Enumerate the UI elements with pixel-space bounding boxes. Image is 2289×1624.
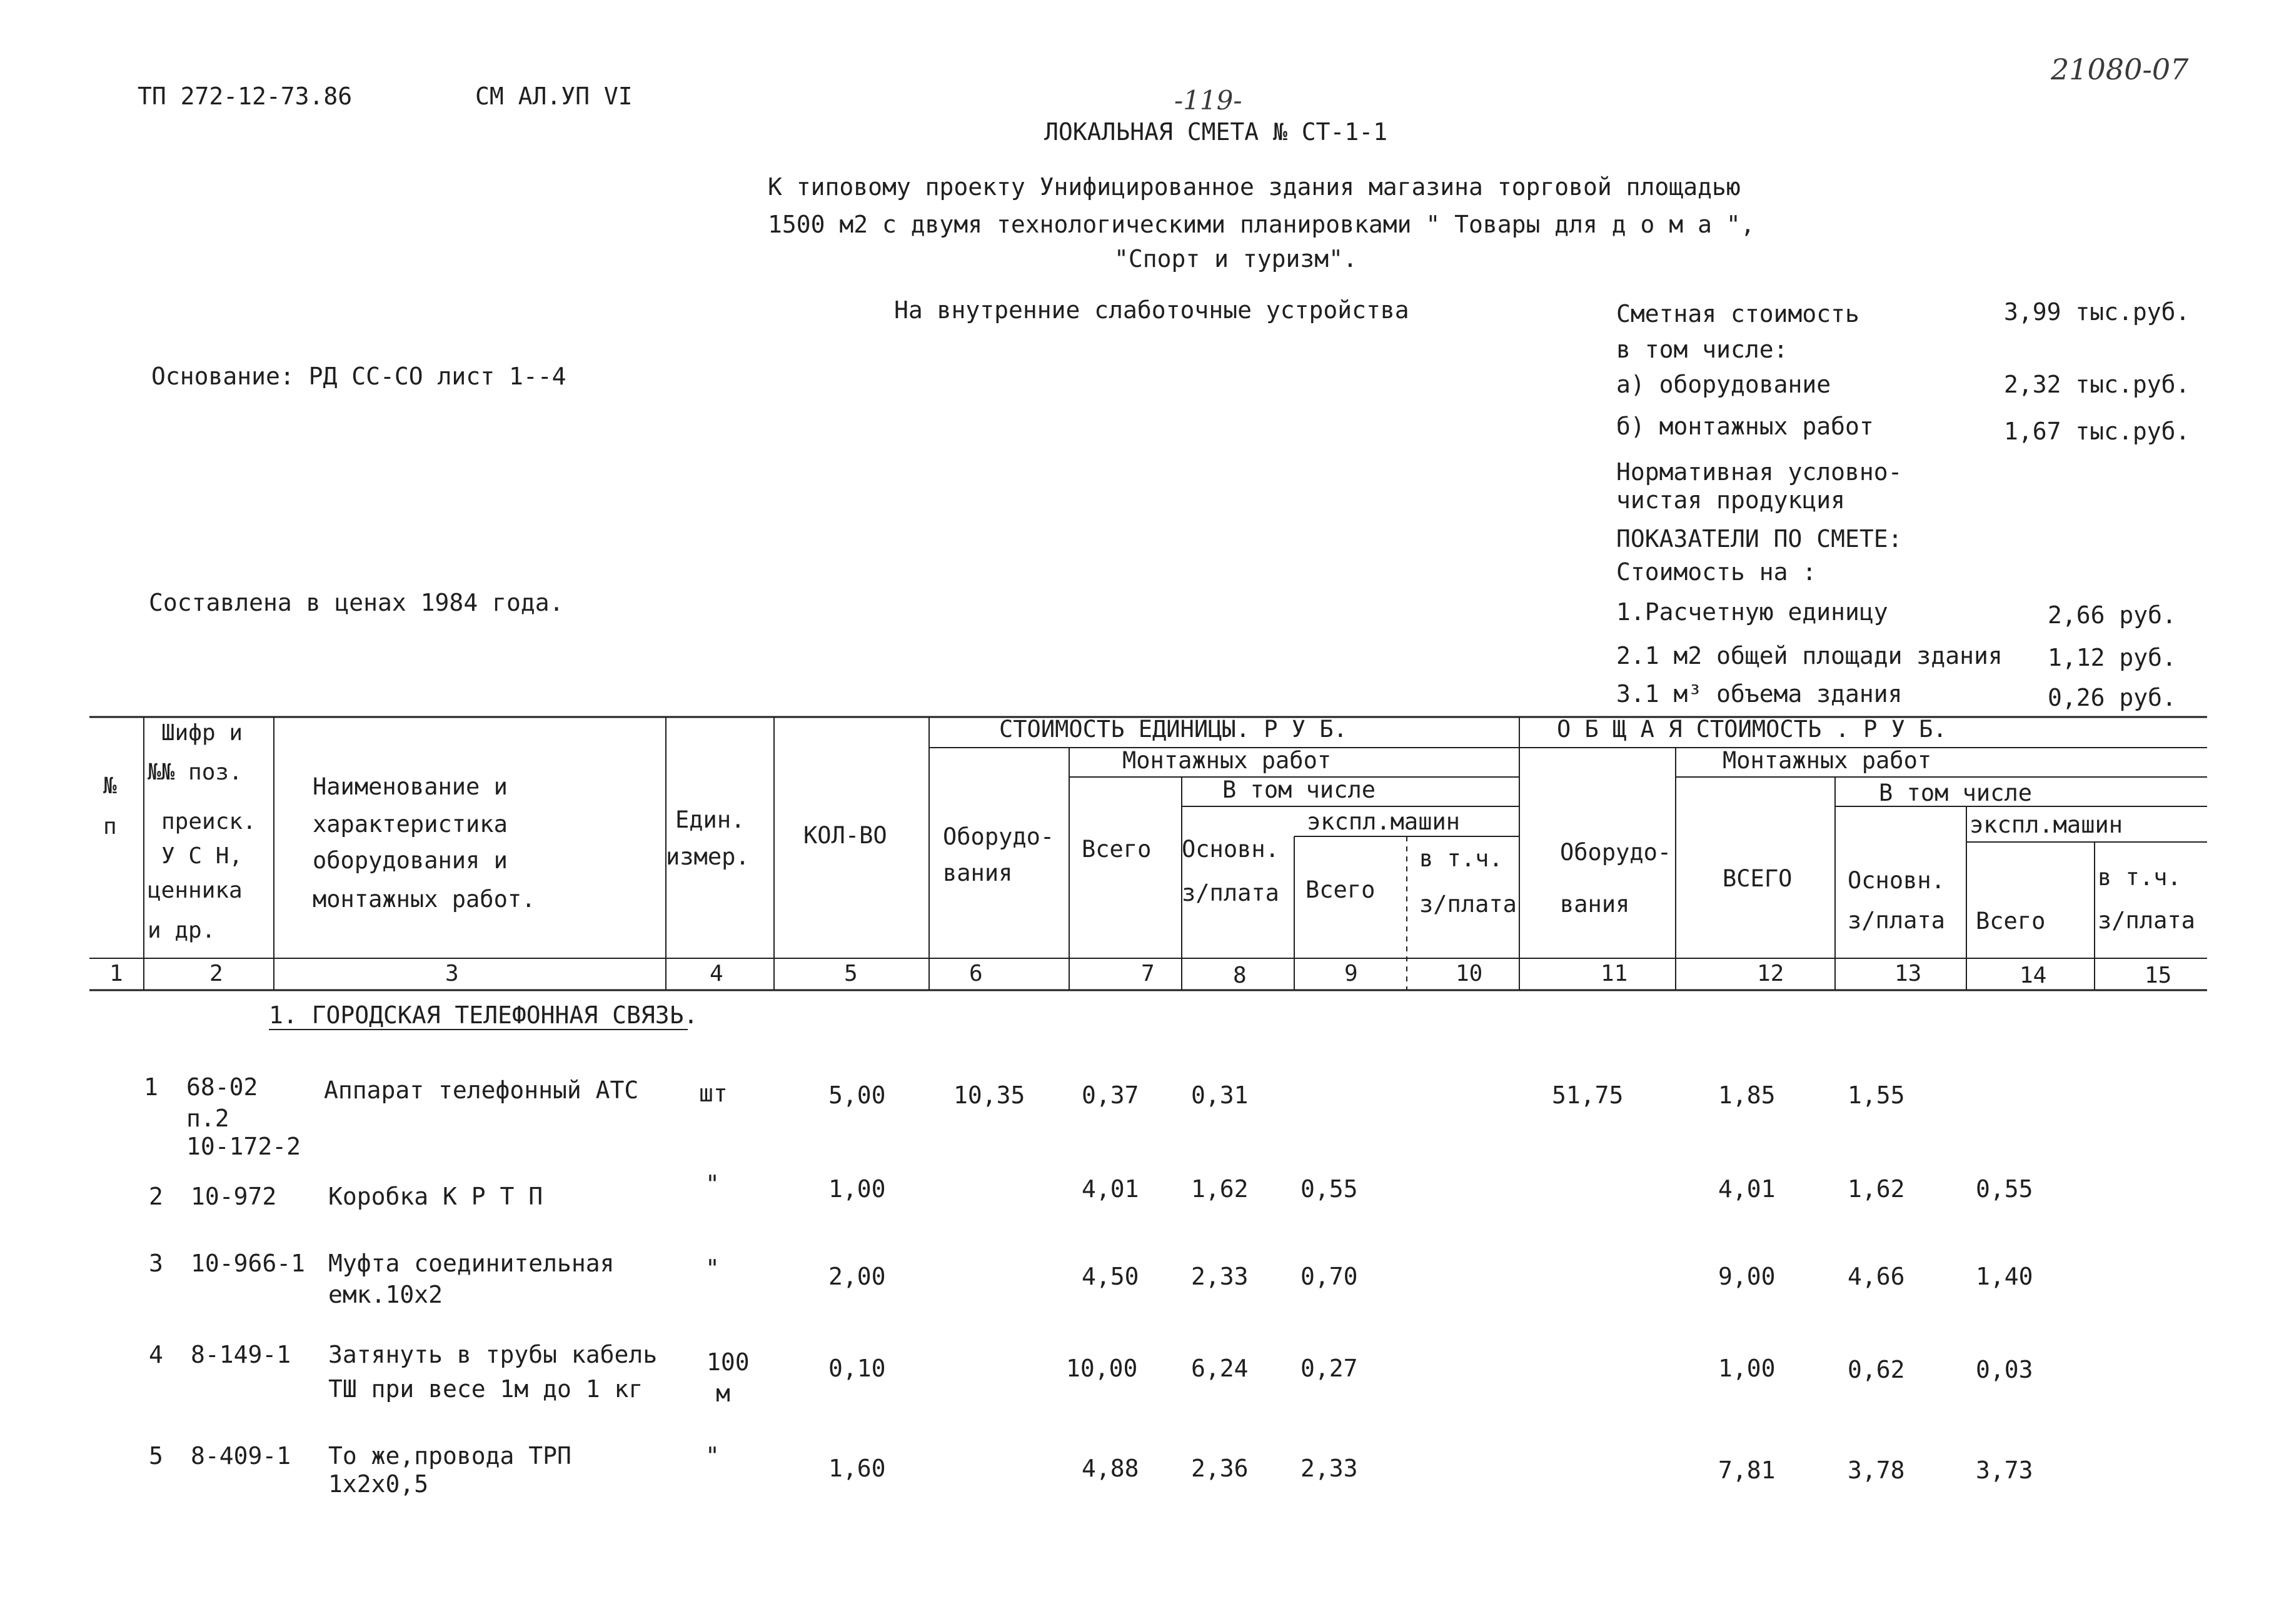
row-base-all: 1,62 (1848, 1175, 1905, 1203)
row-total-all: 1,00 (1718, 1355, 1776, 1382)
album-code: СМ АЛ.УП VI (475, 83, 633, 110)
estimate-title: ЛОКАЛЬНАЯ СМЕТА № СТ-1-1 (1044, 118, 1388, 146)
col-number: 4 (710, 961, 723, 986)
row-code: 10-172-2 (186, 1133, 301, 1160)
row-base: 2,33 (1191, 1263, 1249, 1290)
row-qty: 1,00 (828, 1175, 886, 1203)
estimated-cost-value: 3,99 тыс.руб. (2004, 298, 2190, 326)
row-qty: 5,00 (828, 1081, 886, 1109)
page-number: -119- (1174, 85, 1242, 116)
row-mach-all: 0,55 (1976, 1175, 2033, 1203)
col-number: 2 (209, 961, 223, 986)
volume-indicator-value: 0,26 руб. (2048, 684, 2176, 711)
row-mach: 0,70 (1300, 1263, 1358, 1290)
row-total: 4,01 (1082, 1175, 1139, 1203)
volume-indicator-label: 3.1 м³ объема здания (1616, 680, 1903, 708)
col-number: 1 (109, 961, 123, 986)
row-name: Муфта соединительная (328, 1250, 615, 1277)
row-mach-all: 3,73 (1976, 1456, 2033, 1484)
header-unit-1: Един. (675, 806, 745, 833)
row-base-all: 4,66 (1848, 1263, 1905, 1290)
row-total: 0,37 (1082, 1081, 1139, 1109)
col-number: 13 (1894, 961, 1922, 986)
header-base-all-2: з/плата (1848, 907, 1945, 934)
row-qty: 2,00 (828, 1263, 886, 1290)
including-label: в том числе: (1616, 336, 1788, 363)
col-number: 10 (1456, 961, 1483, 986)
header-name-1: Наименование и (313, 773, 508, 800)
row-base: 0,31 (1191, 1081, 1249, 1109)
header-total-cost-group: О Б Щ А Я СТОИМОСТЬ . Р У Б. (1557, 716, 1947, 743)
row-equip-total: 51,75 (1552, 1081, 1624, 1109)
row-name: Коробка К Р Т П (328, 1183, 543, 1210)
estimated-cost-label: Сметная стоимость (1616, 300, 1859, 328)
header-base-salary-2: з/плата (1182, 880, 1279, 906)
row-code: 68-02 (186, 1073, 258, 1101)
header-mach-all: Всего (1976, 908, 2046, 935)
row-unit: " (705, 1442, 720, 1470)
col-number: 12 (1757, 961, 1784, 986)
row-mach: 0,55 (1300, 1175, 1358, 1203)
row-unit: " (705, 1255, 720, 1282)
row-number: 1 (144, 1073, 158, 1101)
row-name: То же,провода ТРП (328, 1442, 571, 1470)
equipment-label: а) оборудование (1616, 371, 1831, 398)
row-equip: 10,35 (953, 1081, 1025, 1109)
area-indicator-label: 2.1 м2 общей площади здания (1616, 642, 2003, 669)
installation-value: 1,67 тыс.руб. (2004, 418, 2190, 445)
row-unit: шт (699, 1080, 728, 1107)
row-total-all: 1,85 (1718, 1081, 1776, 1109)
col-number: 8 (1233, 963, 1247, 988)
header-cipher-4: У С Н, (161, 843, 243, 869)
unit-indicator-label: 1.Расчетную единицу (1616, 598, 1888, 626)
header-base-salary-1: Основн. (1182, 836, 1279, 863)
col-number: 14 (2020, 963, 2047, 988)
col-number: 6 (969, 961, 983, 986)
row-name: ТШ при весе 1м до 1 кг (328, 1375, 643, 1403)
row-total-all: 7,81 (1718, 1456, 1776, 1484)
row-number: 5 (149, 1442, 163, 1470)
row-code: 10-966-1 (191, 1250, 306, 1277)
estimate-basis: Основание: РД СС-СО лист 1--4 (151, 363, 566, 390)
row-code: 8-149-1 (191, 1341, 291, 1368)
row-unit: 100 (707, 1348, 750, 1376)
normative-label-2: чистая продукция (1616, 486, 1846, 514)
header-incl-all-2: з/плата (2098, 907, 2195, 934)
row-base-all: 1,55 (1848, 1081, 1905, 1109)
header-total-all: ВСЕГО (1723, 865, 1793, 892)
indicators-label: ПОКАЗАТЕЛИ ПО СМЕТЕ: (1616, 525, 1903, 553)
row-number: 4 (149, 1341, 163, 1368)
header-qty: КОЛ-ВО (803, 822, 887, 849)
row-mach-all: 0,03 (1976, 1356, 2033, 1383)
project-subtitle-1: К типовому проекту Унифицированное здания магазина торговой площадью (768, 173, 1741, 201)
row-base-all: 0,62 (1848, 1356, 1905, 1383)
header-total: Всего (1082, 836, 1152, 863)
equipment-value: 2,32 тыс.руб. (2004, 371, 2190, 398)
section-title: 1. ГОРОДСКАЯ ТЕЛЕФОННАЯ СВЯЗЬ. (269, 1001, 698, 1029)
row-number: 2 (149, 1183, 163, 1210)
header-incl-1: в т.ч. (1419, 845, 1503, 872)
row-name: емк.10х2 (328, 1281, 443, 1308)
header-including-total: В том числе (1879, 779, 2033, 806)
col-number: 7 (1141, 961, 1155, 986)
row-total-all: 9,00 (1718, 1263, 1776, 1290)
unit-indicator-value: 2,66 руб. (2048, 601, 2176, 629)
header-unit-2: измер. (666, 843, 750, 870)
estimate-scope: На внутренние слаботочные устройства (894, 296, 1409, 324)
row-base: 1,62 (1191, 1175, 1249, 1203)
row-total: 4,50 (1082, 1263, 1139, 1290)
header-machines: экспл.машин (1307, 808, 1461, 835)
archive-number: 21080-07 (2051, 53, 2189, 86)
header-unit-cost-group: СТОИМОСТЬ ЕДИНИЦЫ. Р У Б. (999, 716, 1347, 743)
header-equip-total-1: Оборудо- (1560, 839, 1672, 866)
row-code: п.2 (186, 1105, 229, 1132)
row-mach-all: 1,40 (1976, 1263, 2033, 1290)
row-base: 2,36 (1191, 1455, 1249, 1482)
project-subtitle-3: "Спорт и туризм". (1114, 245, 1357, 273)
installation-label: б) монтажных работ (1616, 413, 1874, 440)
header-num-1: № (103, 773, 117, 799)
price-year: Составлена в ценах 1984 года. (149, 589, 564, 616)
row-mach: 2,33 (1300, 1455, 1358, 1482)
row-code: 8-409-1 (191, 1442, 291, 1470)
header-cipher-2: №№ поз. (148, 759, 243, 785)
header-install-works-total: Монтажных работ (1723, 747, 1932, 774)
header-base-all-1: Основн. (1848, 867, 1945, 894)
cost-per-label: Стоимость на : (1616, 558, 1817, 586)
header-name-4: монтажных работ. (313, 886, 536, 913)
area-indicator-value: 1,12 руб. (2048, 644, 2176, 671)
row-unit: " (705, 1170, 720, 1198)
col-number: 11 (1601, 961, 1628, 986)
row-code: 10-972 (191, 1183, 277, 1210)
row-number: 3 (149, 1250, 163, 1277)
header-cipher-1: Шифр и (161, 720, 243, 746)
header-including: В том числе (1222, 776, 1376, 803)
header-name-2: характеристика (313, 811, 508, 838)
col-number: 9 (1344, 961, 1358, 986)
header-machines-total: экспл.машин (1970, 811, 2123, 838)
header-equip-2: вания (943, 860, 1013, 886)
header-incl-2: з/плата (1419, 891, 1517, 918)
col-number: 3 (445, 961, 459, 986)
row-mach: 0,27 (1300, 1355, 1358, 1382)
header-install-works: Монтажных работ (1122, 747, 1332, 774)
col-number: 5 (844, 961, 858, 986)
header-cipher-6: и др. (148, 918, 216, 943)
row-name: 1х2х0,5 (328, 1470, 429, 1498)
row-name: Аппарат телефонный АТС (324, 1076, 639, 1104)
row-qty: 0,10 (828, 1355, 886, 1382)
row-qty: 1,60 (828, 1455, 886, 1482)
normative-label-1: Нормативная условно- (1616, 458, 1903, 486)
project-subtitle-2: 1500 м2 с двумя технологическими планировками " Товары для д о м а ", (768, 211, 1755, 238)
row-total-all: 4,01 (1718, 1175, 1776, 1203)
row-total: 4,88 (1082, 1455, 1139, 1482)
row-unit: м (716, 1380, 730, 1407)
header-incl-all-1: в т.ч. (2098, 864, 2181, 891)
row-base: 6,24 (1191, 1355, 1249, 1382)
row-name: Затянуть в трубы кабель (328, 1341, 658, 1368)
row-base-all: 3,78 (1848, 1456, 1905, 1484)
header-cipher-3: преиск. (161, 809, 256, 835)
header-num-2: п (103, 814, 117, 840)
col-number: 15 (2145, 963, 2172, 988)
project-code: ТП 272-12-73.86 (138, 83, 353, 110)
header-mach-total: Всего (1305, 876, 1376, 903)
header-equip-1: Оборудо- (943, 823, 1055, 850)
header-name-3: оборудования и (313, 847, 508, 874)
header-cipher-5: ценника (148, 878, 243, 903)
row-total: 10,00 (1066, 1355, 1138, 1382)
header-equip-total-2: вания (1560, 891, 1630, 918)
